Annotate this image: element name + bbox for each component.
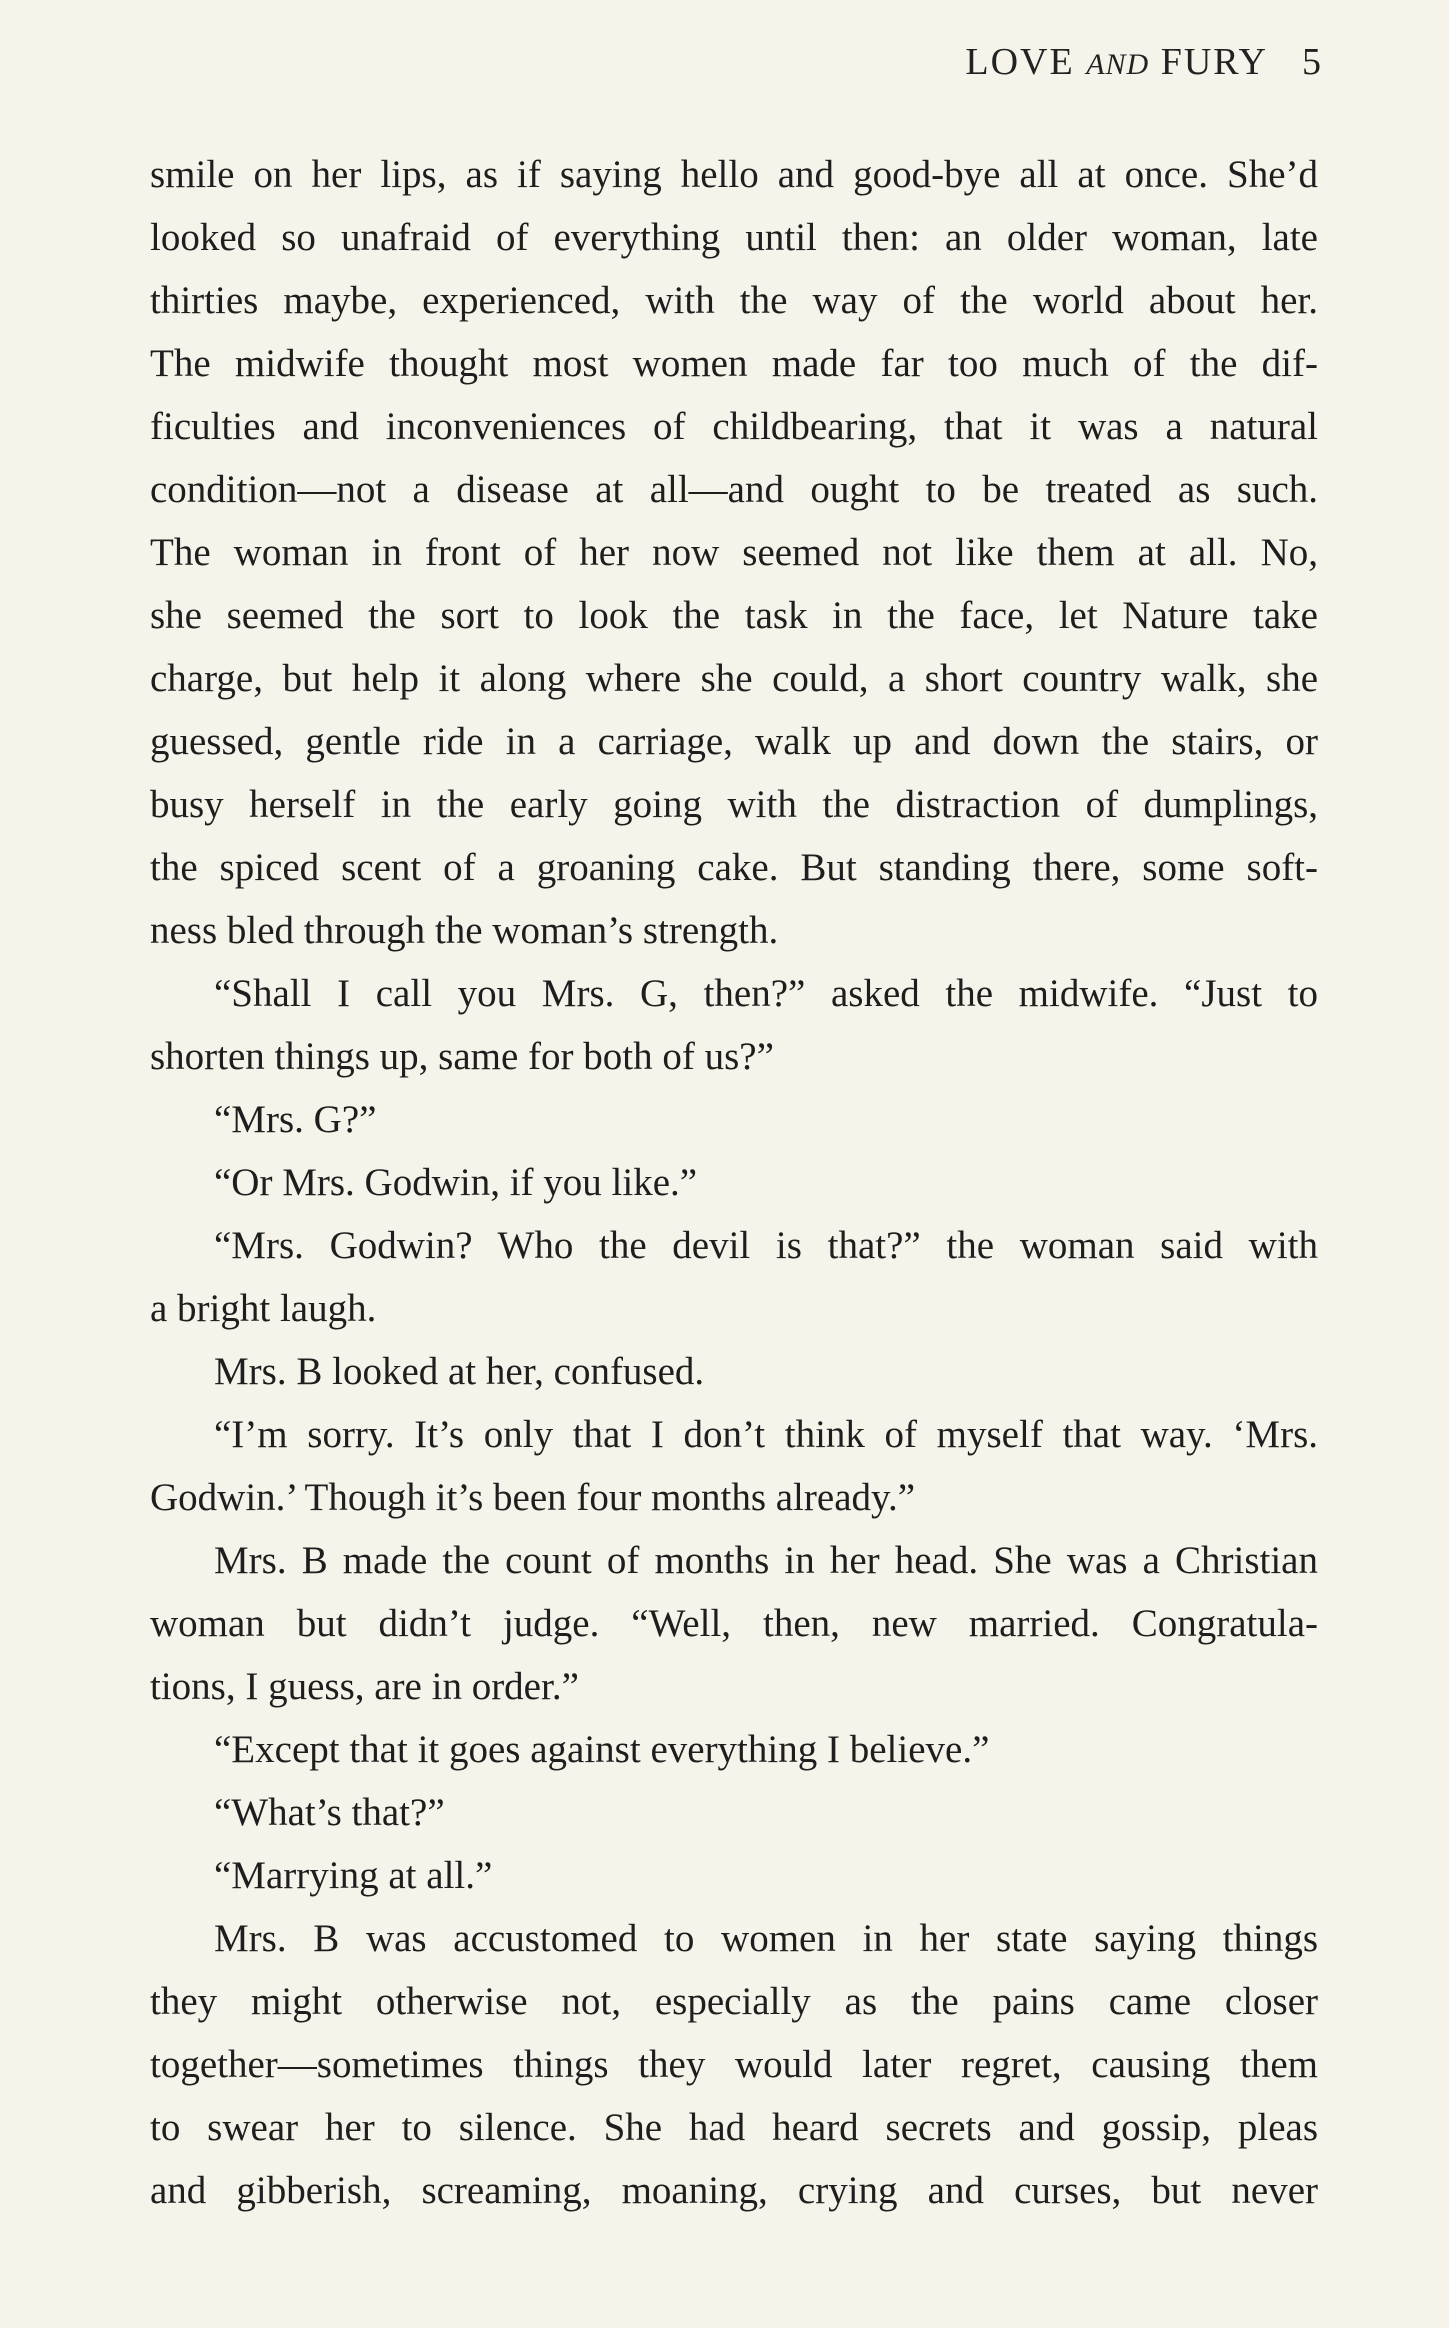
text-line: ficulties and inconveniences of childbearing, that it was a natural: [150, 405, 1318, 448]
text-line: together—sometimes things they would later regret, causing them: [150, 2043, 1318, 2086]
text-line: condition—not a disease at all—and ought to be treated as such.: [150, 468, 1318, 511]
text-line: they might otherwise not, especially as the pains came closer: [150, 1980, 1318, 2023]
text-line: charge, but help it along where she could, a short country walk, she: [150, 657, 1318, 700]
text-line: thirties maybe, experienced, with the way of the world about her.: [150, 279, 1318, 322]
text-line: “I’m sorry. It’s only that I don’t think of myself that way. ‘Mrs.: [214, 1413, 1318, 1456]
text-line: “Mrs. G?”: [214, 1098, 377, 1141]
text-line: “Mrs. Godwin? Who the devil is that?” the woman said with: [214, 1224, 1318, 1267]
running-head: [965, 40, 1321, 84]
text-line: “Except that it goes against everything I believe.”: [214, 1728, 990, 1771]
text-line: to swear her to silence. She had heard secrets and gossip, pleas: [150, 2106, 1318, 2149]
text-line: The woman in front of her now seemed not like them at all. No,: [150, 531, 1318, 574]
text-line: she seemed the sort to look the task in the face, let Nature take: [150, 594, 1318, 637]
text-line: ness bled through the woman’s strength.: [150, 909, 779, 952]
text-line: shorten things up, same for both of us?”: [150, 1035, 774, 1078]
text-line: and gibberish, screaming, moaning, crying and curses, but never: [150, 2169, 1318, 2212]
text-line: smile on her lips, as if saying hello and good-bye all at once. She’d: [150, 153, 1318, 196]
text-line: The midwife thought most women made far too much of the dif-: [150, 342, 1318, 385]
book-title-and: AND: [1086, 48, 1150, 81]
text-line: Mrs. B made the count of months in her head. She was a Christian: [214, 1539, 1318, 1582]
page-number: 5: [1302, 41, 1321, 83]
text-line: Mrs. B was accustomed to women in her state saying things: [214, 1917, 1318, 1960]
body-text: [150, 143, 1318, 2222]
text-line: guessed, gentle ride in a carriage, walk up and down the stairs, or: [150, 720, 1318, 763]
text-line: looked so unafraid of everything until then: an older woman, late: [150, 216, 1318, 259]
text-line: woman but didn’t judge. “Well, then, new married. Congratula-: [150, 1602, 1318, 1645]
book-title-part1: LOVE: [965, 41, 1087, 83]
text-line: the spiced scent of a groaning cake. But standing there, some soft-: [150, 846, 1318, 889]
text-line: “Shall I call you Mrs. G, then?” asked the midwife. “Just to: [214, 972, 1318, 1015]
text-line: “What’s that?”: [214, 1791, 445, 1834]
text-line: tions, I guess, are in order.”: [150, 1665, 579, 1708]
text-line: Godwin.’ Though it’s been four months already.”: [150, 1476, 916, 1519]
text-line: “Marrying at all.”: [214, 1854, 493, 1897]
text-line: Mrs. B looked at her, confused.: [214, 1350, 705, 1393]
text-line: busy herself in the early going with the distraction of dumplings,: [150, 783, 1318, 826]
book-title-part2: FURY: [1149, 41, 1268, 83]
text-line: “Or Mrs. Godwin, if you like.”: [214, 1161, 698, 1204]
text-line: a bright laugh.: [150, 1287, 377, 1330]
